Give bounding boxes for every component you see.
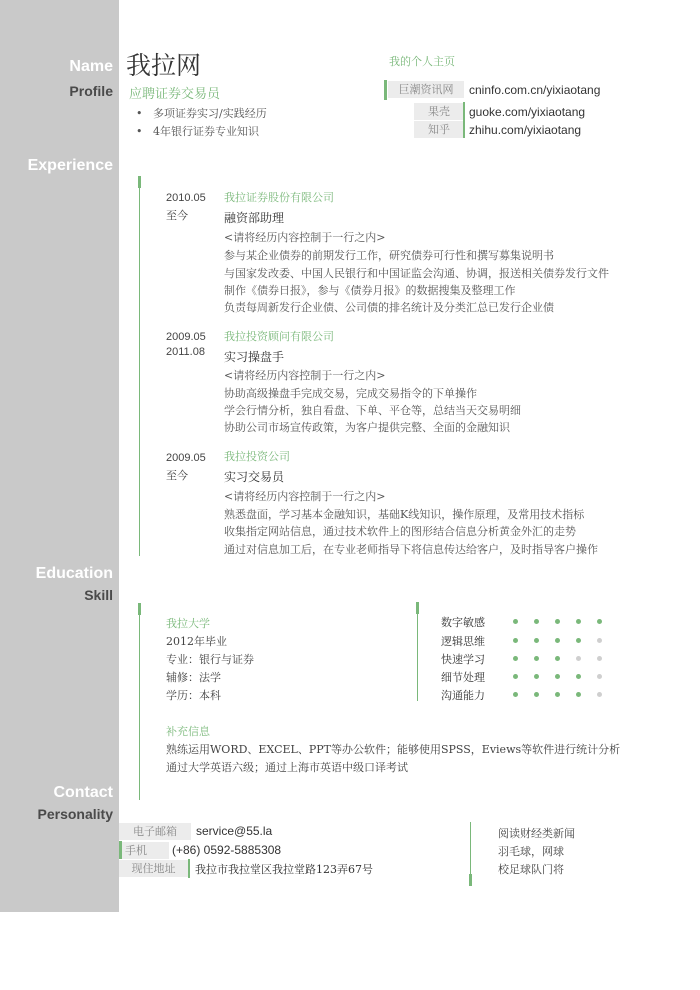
exp3-end-date: 至今 [166,469,188,482]
bullet-2-text: 4年银行证券专业知识 [152,125,259,138]
exp2-company: 我拉投资顾问有限公司 [224,330,334,343]
exp3-role: 实习交易员 [224,470,285,484]
skill-dot-filled [513,638,518,643]
skill-dot-empty [597,692,602,697]
exp1-line: 负责每周新发行企业债、公司债的排名统计及分类汇总已发行企业债 [224,301,554,314]
exp1-role: 融资部助理 [224,211,285,225]
exp3-line: <请将经历内容控制于一行之内> [224,490,386,503]
exp3-line: 熟悉盘面，学习基本金融知识，基础K线知识，操作原理，及常用技术指标 [224,508,585,521]
exp1-line: 与国家发改委、中国人民银行和中国证监会沟通、协调，报送相关债券发行文件 [224,267,609,280]
link-cninfo[interactable]: cninfo.com.cn/yixiaotang [469,83,601,97]
skill-dot-empty [597,638,602,643]
link-zhihu[interactable]: zhihu.com/yixiaotang [469,123,582,137]
exp1-start-date: 2010.05 [166,192,206,204]
exp2-role: 实习操盘手 [224,350,285,364]
exp2-end-date: 2011.08 [166,346,205,358]
bullet-2: • 4年银行证券专业知识 [136,125,259,138]
homepage-title: 我的个人主页 [389,55,455,68]
skill-dot-filled [597,619,602,624]
exp1-line: 制作《债券日报》，参与《债券月报》的数据搜集及整理工作 [224,284,516,297]
major: 专业：银行与证券 [166,653,254,666]
sidebar-name-label: Name [69,58,113,75]
skill-dot-filled [576,692,581,697]
contact-label-email: 电子邮箱 [119,823,191,840]
skill-dot-filled [576,619,581,624]
sidebar-contact-label: Contact [53,784,113,801]
sidebar-education-label: Education [35,565,113,582]
school-name: 我拉大学 [166,617,210,630]
education-line-cap [138,603,141,615]
link-label-cninfo: 巨潮资讯网 [388,81,464,98]
skill-dot-filled [576,638,581,643]
skill-name: 数字敏感 [441,616,485,629]
exp1-line: 参与某企业债券的前期发行工作，研究债券可行性和撰写募集说明书 [224,249,554,262]
bullet-1: • 多项证券实习/实践经历 [136,107,267,120]
personality-item: 羽毛球，网球 [498,845,564,858]
skill-dot-filled [555,692,560,697]
skill-dot-filled [534,692,539,697]
skill-dot-filled [534,638,539,643]
skill-dot-filled [555,638,560,643]
contact-label-phone: 手机 [122,842,169,859]
exp1-company: 我拉证券股份有限公司 [224,191,334,204]
skills-line [417,614,418,701]
skill-dot-filled [513,656,518,661]
skill-dot-filled [534,619,539,624]
skill-name: 快速学习 [441,653,485,666]
supplement-line: 熟练运用WORD、EXCEL、PPT等办公软件；能够使用SPSS，Eviews等软件进行统计分析 [166,743,621,756]
supplement-line: 通过大学英语六级；通过上海市英语中级口译考试 [166,761,408,774]
skill-dot-filled [513,692,518,697]
bullet-1-text: 多项证券实习/实践经历 [152,107,267,120]
exp2-start-date: 2009.05 [166,331,206,343]
skill-name: 细节处理 [441,671,485,684]
skill-dot-filled [555,656,560,661]
contact-label-address: 现住地址 [119,860,188,877]
sidebar-personality-label: Personality [37,806,113,822]
sidebar-skill-label: Skill [84,587,113,603]
graduation-year: 2012年毕业 [166,635,227,648]
skill-name: 逻辑思维 [441,635,485,648]
exp2-line: 协助高级操盘手完成交易，完成交易指令的下单操作 [224,387,477,400]
link-divider-zhihu [463,120,465,138]
skill-dot-filled [534,674,539,679]
exp3-company: 我拉投资公司 [224,450,290,463]
personality-line-cap [469,874,472,886]
experience-timeline-cap [138,176,141,188]
link-divider-guoke [463,102,465,120]
minor: 辅修：法学 [166,671,221,684]
applied-position: 应聘证券交易员 [129,87,221,102]
contact-email[interactable]: service@55.la [196,824,273,838]
supplement-title: 补充信息 [166,725,210,738]
sidebar-experience-label: Experience [27,157,113,174]
skill-dot-filled [555,619,560,624]
homepage-accent-bar [384,80,387,100]
personality-item: 校足球队门将 [498,863,564,876]
contact-phone[interactable]: (+86) 0592-5885308 [172,843,282,857]
sidebar [0,0,119,912]
skill-dot-filled [555,674,560,679]
link-guoke[interactable]: guoke.com/yixiaotang [469,105,586,119]
skill-dot-empty [597,674,602,679]
personality-item: 阅读财经类新闻 [498,827,575,840]
contact-address: 我拉市我拉堂区我拉堂路123弄67号 [195,863,373,876]
education-line [139,615,140,800]
skill-dot-filled [513,619,518,624]
link-label-zhihu: 知乎 [414,121,464,138]
skill-dot-empty [597,656,602,661]
degree: 学历：本科 [166,689,221,702]
skill-dot-filled [513,674,518,679]
exp2-line: 学会行情分析，独自看盘、下单、平仓等，总结当天交易明细 [224,404,521,417]
exp3-line: 通过对信息加工后，在专业老师指导下将信息传达给客户，及时指导客户操作 [224,543,598,556]
link-label-guoke: 果壳 [414,103,464,120]
exp2-line: 协助公司市场宣传政策，为客户提供完整、全面的金融知识 [224,421,510,434]
exp3-line: 收集指定网站信息，通过技术软件上的图形结合信息分析黄金外汇的走势 [224,525,576,538]
personality-line [470,822,471,874]
sidebar-profile-label: Profile [69,83,113,99]
exp2-line: <请将经历内容控制于一行之内> [224,369,386,382]
skills-line-cap [416,602,419,614]
exp3-start-date: 2009.05 [166,452,206,464]
skill-dot-empty [576,656,581,661]
skill-name: 沟通能力 [441,689,485,702]
exp1-line: <请将经历内容控制于一行之内> [224,231,386,244]
skill-dot-filled [576,674,581,679]
contact-address-divider [188,859,190,878]
experience-timeline [139,188,140,556]
applicant-name: 我拉网 [126,51,202,80]
skill-dot-filled [534,656,539,661]
exp1-end-date: 至今 [166,209,188,222]
